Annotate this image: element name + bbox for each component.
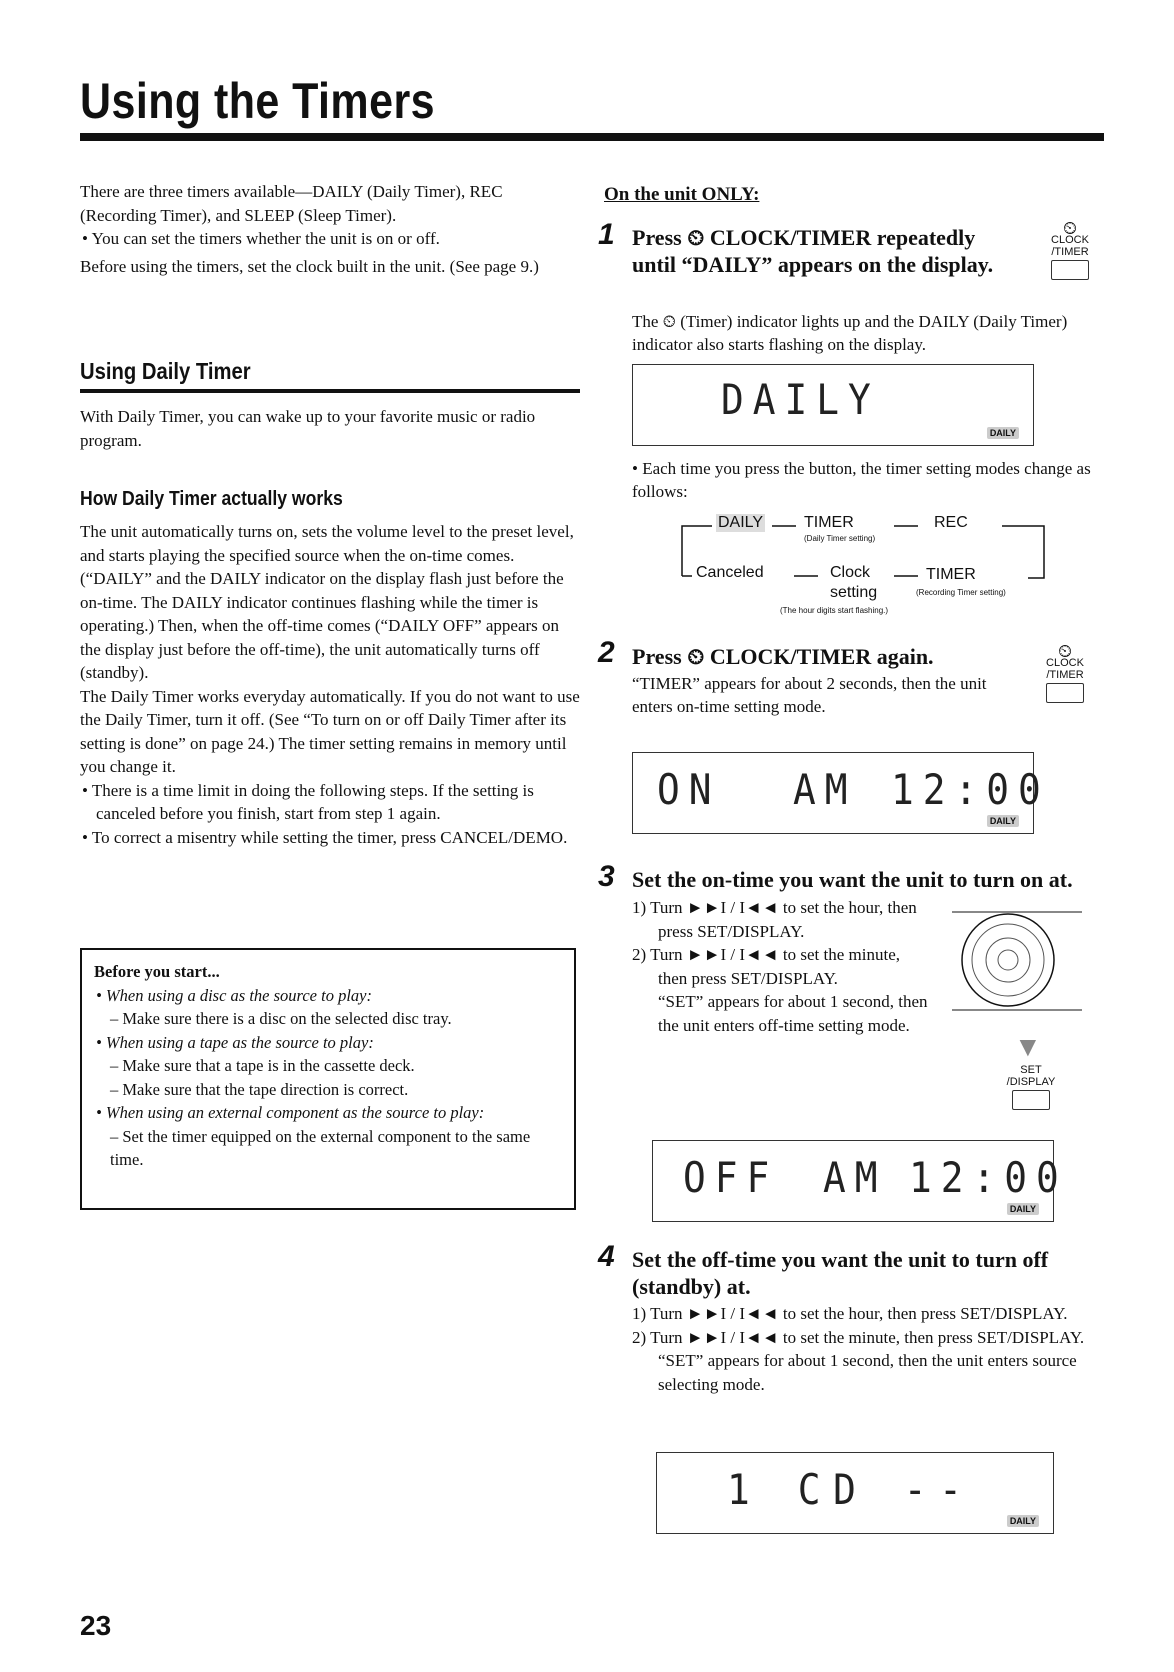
- clock-timer-key-2[interactable]: [1030, 641, 1100, 703]
- key-label: SET: [1020, 1064, 1042, 1076]
- step-3-sub-3: “SET” appears for about 1 second, then the unit enters off-time setting mode.: [658, 992, 928, 1035]
- timer-icon: ⏲: [1062, 218, 1078, 238]
- flow-clock-note: (The hour digits start flashing.): [780, 606, 889, 615]
- key-label: CLOCK: [1051, 234, 1089, 246]
- flow-canceled: Canceled: [696, 564, 764, 581]
- flow-daily: DAILY: [718, 514, 764, 531]
- before-box-line: • When using an external component as the source to play:: [96, 1103, 485, 1122]
- flow-timer-2: TIMER: [926, 566, 976, 583]
- lcd-display-off: [652, 1140, 1068, 1222]
- step-3-sub-2: 2) Turn ►►I / I◄◄ to set the minute, then press SET/DISPLAY.: [632, 945, 900, 988]
- intro-block: [80, 180, 580, 278]
- how-heading: How Daily Timer actually works: [80, 488, 343, 510]
- page-number: 23: [80, 1610, 112, 1641]
- step-2-desc: “TIMER” appears for about 2 seconds, then the unit enters on-time setting mode.: [632, 674, 987, 716]
- intro-bullet: • You can set the timers whether the unit is on or off.: [82, 229, 440, 248]
- how-para-2: The Daily Timer works everyday automatically. If you do not want to use the Daily Timer, turn it off. (See “To turn on or off Daily Timer after its setting is done” on page 24.) The timer setting remains in memory until you change it.: [80, 686, 580, 776]
- lcd-text: 1 CD --: [727, 1465, 975, 1514]
- clock-timer-key-1[interactable]: [1040, 218, 1100, 280]
- key-label: /TIMER: [1051, 246, 1089, 258]
- before-box-title: Before you start...: [94, 962, 220, 981]
- step-1-bullet: • Each time you press the button, the timer setting modes change as follows:: [632, 459, 1091, 501]
- lcd-am-label: AM: [793, 765, 857, 814]
- before-box-line: • When using a tape as the source to play:: [96, 1032, 374, 1052]
- step-4-substeps: [632, 1302, 1102, 1396]
- before-box-line: • When using a disc as the source to play:: [96, 985, 372, 1005]
- multi-jog-dial[interactable]: [952, 900, 1082, 1030]
- how-bullet-2: • To correct a misentry while setting the timer, press CANCEL/DEMO.: [82, 827, 568, 847]
- section-rule: [80, 389, 580, 393]
- step-2-number: 2: [598, 636, 615, 669]
- lcd-display-source: [656, 1452, 1054, 1534]
- lcd-time: 12:00: [909, 1153, 1068, 1202]
- flow-timer-2-note: (Recording Timer setting): [916, 588, 1006, 597]
- title-rule: [80, 133, 1104, 141]
- step-4-heading: Set the off-time you want the unit to turn off (standby) at.: [632, 1247, 1049, 1299]
- lcd-off-label: OFF: [683, 1153, 779, 1202]
- lcd-display-on: [632, 752, 1050, 834]
- step-4-sub-2: 2) Turn ►►I / I◄◄ to set the minute, then press SET/DISPLAY.: [632, 1327, 1085, 1347]
- daily-indicator: DAILY: [987, 427, 1019, 439]
- flow-clock-2: setting: [830, 584, 878, 601]
- before-box-line: – Set the timer equipped on the external component to the same time.: [110, 1126, 531, 1169]
- lcd-am-label: AM: [823, 1153, 887, 1202]
- daily-indicator: DAILY: [1007, 1203, 1039, 1215]
- how-block: [80, 520, 580, 849]
- how-bullet-1: • There is a time limit in doing the following steps. If the setting is canceled before you finish, start from step 1 again.: [82, 780, 534, 823]
- flow-timer: TIMER: [804, 514, 854, 531]
- key-button: [1012, 1090, 1050, 1110]
- dial-icon: [952, 900, 1082, 1030]
- step-3-heading: Set the on-time you want the unit to turn on at.: [632, 867, 1073, 892]
- step-2-heading: Press ⏲ CLOCK/TIMER again.: [632, 644, 934, 669]
- flow-rec: REC: [934, 514, 968, 531]
- timer-icon: ⏲: [1057, 641, 1073, 661]
- key-button: [1046, 683, 1084, 703]
- step-3-number: 3: [598, 860, 615, 893]
- press-arrow-icon: ▼: [1014, 1032, 1042, 1063]
- lcd-display-daily: [632, 364, 1034, 446]
- flow-timer-note: (Daily Timer setting): [804, 534, 876, 543]
- step-1-desc: The ⏲ (Timer) indicator lights up and the DAILY (Daily Timer) indicator also starts flashing on the display.: [632, 312, 1068, 354]
- key-label: CLOCK: [1046, 657, 1084, 669]
- step-1-heading: Press ⏲ CLOCK/TIMER repeatedly until “DAILY” appears on the display.: [632, 225, 994, 277]
- step-1-number: 1: [598, 218, 615, 251]
- daily-indicator: DAILY: [987, 815, 1019, 827]
- on-unit-label: On the unit ONLY:: [604, 184, 760, 205]
- before-box-line: – Make sure that a tape is in the cassette deck.: [110, 1056, 415, 1075]
- set-display-key[interactable]: [996, 1064, 1066, 1110]
- daily-intro: With Daily Timer, you can wake up to your favorite music or radio program.: [80, 407, 536, 450]
- step-4-number: 4: [598, 1240, 615, 1273]
- flow-clock: Clock: [830, 564, 871, 581]
- daily-indicator: DAILY: [1007, 1515, 1039, 1527]
- before-box-line: – Make sure that the tape direction is correct.: [110, 1079, 409, 1099]
- before-box-line: – Make sure there is a disc on the selected disc tray.: [110, 1009, 452, 1028]
- step-4-sub-3: “SET” appears for about 1 second, then the unit enters source selecting mode.: [658, 1351, 1077, 1394]
- mode-flow-diagram: [672, 512, 1072, 632]
- step-4-sub-1: 1) Turn ►►I / I◄◄ to set the hour, then press SET/DISPLAY.: [632, 1304, 1068, 1323]
- how-para-1: The unit automatically turns on, sets the volume level to the preset level, and starts playing the specified source when the on-time comes. (“DAILY” and the DAILY indicator on the display flash just before the on-time. The DAILY indicator continues flashing while the timer is operating.) Then, when the off-time comes (“DAILY OFF” appears on the display just before the off-time), the unit automatically turns off (standby).: [80, 522, 574, 682]
- step-3-substeps: [632, 896, 932, 1037]
- page-title: Using the Timers: [80, 73, 435, 129]
- key-label: /DISPLAY: [1006, 1076, 1056, 1088]
- lcd-time: 12:00: [891, 765, 1050, 814]
- key-label: /TIMER: [1046, 669, 1084, 681]
- intro-note: Before using the timers, set the clock built in the unit. (See page 9.): [80, 256, 539, 276]
- daily-section-heading: Using Daily Timer: [80, 358, 251, 384]
- lcd-text: DAILY: [721, 375, 880, 424]
- lcd-on-label: ON: [657, 765, 721, 814]
- key-button: [1051, 260, 1089, 280]
- step-3-sub-1: 1) Turn ►►I / I◄◄ to set the hour, then press SET/DISPLAY.: [632, 898, 917, 941]
- before-you-start-box: [80, 948, 576, 1210]
- intro-text: There are three timers available—DAILY (Daily Timer), REC (Recording Timer), and SLEEP (Sleep Timer).: [80, 182, 503, 225]
